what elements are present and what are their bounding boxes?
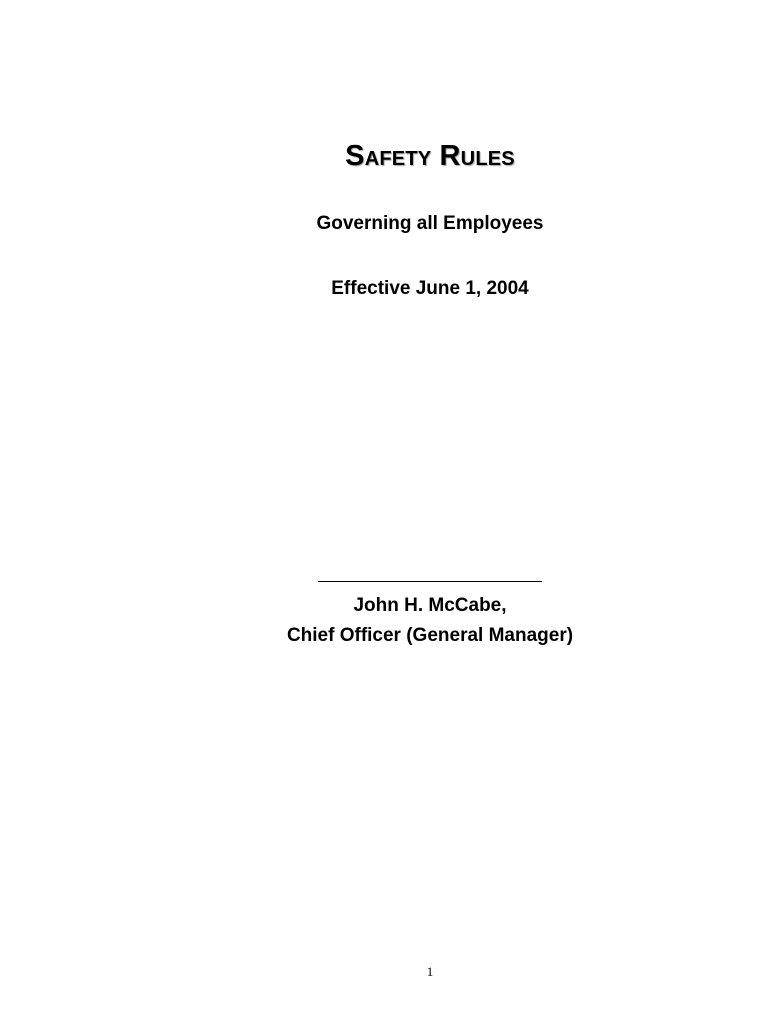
effective-date: Effective June 1, 2004 (331, 278, 529, 299)
document-subtitle: Governing all Employees (316, 213, 544, 234)
signer-title: Chief Officer (General Manager) (286, 625, 574, 646)
signature-line (318, 581, 542, 582)
document-title: Safety Rules (345, 140, 515, 172)
signer-name: John H. McCabe, (353, 595, 507, 616)
page-number: 1 (426, 964, 434, 979)
